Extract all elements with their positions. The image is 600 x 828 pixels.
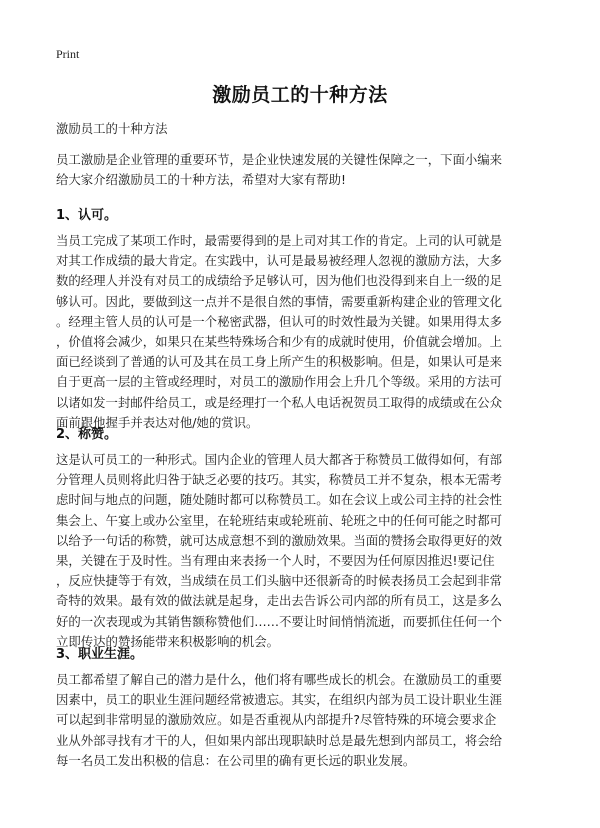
- paragraph-line: 可以起到非常明显的激励效应。如是否重视从内部提升?尽管特殊的环境会要求企: [56, 712, 497, 728]
- paragraph-line: 这是认可员工的一种形式。国内企业的管理人员大都吝于称赞员工做得如何，有部: [56, 452, 503, 467]
- intro-line: 员工激励是企业管理的重要环节，是企业快速发展的关键性保障之一，下面小编来: [56, 152, 503, 167]
- paragraph-line: 对其工作成绩的最大肯定。在实践中，认可是最易被经理人忽视的激励方法，大多: [56, 253, 503, 269]
- paragraph-line: 集会上、午宴上或办公室里，在轮班结束或轮班前、轮班之中的任何可能之时都可: [56, 512, 503, 528]
- paragraph-line: 以诸如发一封邮件给员工，或是经理打一个私人电话祝贺员工取得的成绩或在公众: [56, 394, 503, 410]
- paragraph-line: 虑时间与地点的问题，随处随时都可以称赞员工。如在会议上或公司主持的社会性: [56, 492, 503, 508]
- page-title: 激励员工的十种方法: [212, 84, 388, 106]
- intro-line: 给大家介绍激励员工的十种方法，希望对大家有帮助!: [56, 172, 346, 188]
- subtitle-line: 激励员工的十种方法: [56, 121, 168, 136]
- paragraph-line: 面前跟他握手并表达对他/她的赏识。: [56, 414, 259, 430]
- paragraph-line: 。经理主管人员的认可是一个秘密武器，但认可的时效性最为关键。如果用得太多: [56, 313, 503, 329]
- paragraph-line: 分管理人员则将此归咎于缺乏必要的技巧。其实，称赞员工并不复杂，根本无需考: [56, 472, 503, 488]
- paragraph-line: 以给予一句话的称赞，就可达成意想不到的激励效果。当面的赞扬会取得更好的效: [56, 532, 503, 548]
- paragraph-line: 员工都希望了解自己的潜力是什么，他们将有哪些成长的机会。在激励员工的重要: [56, 672, 503, 687]
- paragraph-line: 立即传达的赞扬能带来积极影响的机会。: [56, 633, 280, 649]
- intro-paragraph: [56, 150, 548, 190]
- section-heading-praise: 2、称赞。: [56, 427, 118, 442]
- section-paragraph-career: [56, 670, 548, 771]
- print-label: Print: [56, 47, 80, 61]
- paragraph-line: 果，关键在于及时性。当有理由来表扬一个人时，不要因为任何原因推迟!要记住: [56, 552, 495, 568]
- paragraph-line: ，价值将会减少，如果只在某些特殊场合和少有的成就时使用，价值就会增加。上: [56, 333, 503, 349]
- document-subtitle: [56, 119, 548, 139]
- section-paragraph-praise: [56, 450, 548, 652]
- paragraph-line: 够认可。因此，要做到这一点并不是很自然的事情，需要重新构建企业的管理文化: [56, 293, 503, 309]
- section-heading-career: 3、职业生涯。: [56, 647, 144, 662]
- section-heading-recognition: 1、认可。: [56, 208, 118, 223]
- paragraph-line: 好的一次表现或为其销售额称赞他们……不要让时间悄悄流逝，而要抓住任何一个: [56, 613, 503, 629]
- paragraph-line: 当员工完成了某项工作时，最需要得到的是上司对其工作的肯定。上司的认可就是: [56, 233, 503, 248]
- paragraph-line: 因素中，员工的职业生涯问题经常被遗忘。其实，在组织内部为员工设计职业生涯: [56, 692, 503, 708]
- paragraph-line: 每一名员工发出积极的信息：在公司里的确有更长远的职业发展。: [56, 752, 416, 768]
- paragraph-line: 奇特的效果。最有效的做法就是起身，走出去告诉公司内部的所有员工，这是多么: [56, 593, 503, 609]
- paragraph-line: 面已经谈到了普通的认可及其在员工身上所产生的积极影响。但是，如果认可是来: [56, 354, 503, 370]
- section-paragraph-recognition: [56, 231, 548, 433]
- paragraph-line: 业从外部寻找有才干的人，但如果内部出现职缺时总是最先想到内部员工，将会给: [56, 732, 503, 748]
- paragraph-line: 自于更高一层的主管或经理时，对员工的激励作用会上升几个等级。采用的方法可: [56, 374, 503, 390]
- paragraph-line: ，反应快捷等于有效，当成绩在员工们头脑中还很新奇的时候表扬员工会起到非常: [56, 573, 503, 589]
- paragraph-line: 数的经理人并没有对员工的成绩给予足够认可，因为他们也没得到来自上一级的足: [56, 273, 503, 289]
